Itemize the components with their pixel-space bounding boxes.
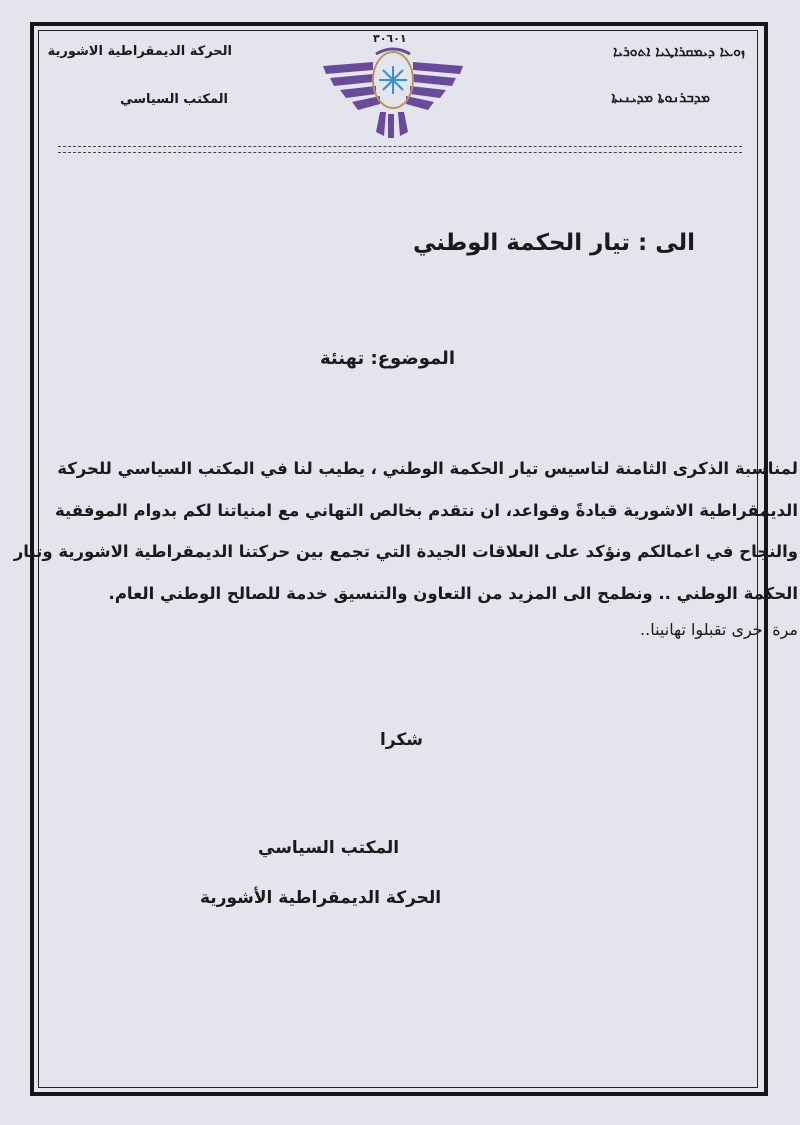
header-office-syriac: ܡܕܒܪܢܘܬܐ ܡܕܝܢܝܬܐ (611, 90, 710, 106)
letter-body (13, 448, 798, 614)
body-line: لمناسبة الذكرى الثامنة لتاسيس تيار الحكمة الوطني ، يطيب لنا في المكتب السياسي للحركة (57, 459, 798, 478)
header-org-name-arabic: الحركة الديمقراطية الاشورية (47, 44, 232, 59)
header-office-arabic: المكتب السياسي (120, 92, 228, 107)
logo-text: ٣٠٦٠١ (373, 32, 407, 45)
assyrian-winged-emblem-logo (318, 32, 468, 140)
header-divider (58, 146, 742, 153)
thanks-text: شكرا (380, 730, 424, 750)
body-line: الحكمة الوطني .. ونطمح الى المزيد من التعاون والتنسيق خدمة للصالح الوطني العام. (108, 583, 798, 603)
recipient-line: الى : تيار الحكمة الوطني (412, 230, 695, 256)
closing-line: مرة اخرى تقبلوا تهانينا.. (640, 620, 798, 639)
subject-line: الموضوع: تهنئة (320, 348, 455, 369)
winged-sun-icon (318, 32, 468, 140)
signature-office: المكتب السياسي (258, 838, 400, 858)
body-line: والنجاح في اعمالكم ونؤكد على العلاقات الجيدة التي تجمع بين حركتنا الديمقراطية الاشورية وتيار (13, 542, 798, 561)
signature-org: الحركة الديمقراطية الأشورية (200, 888, 442, 908)
body-line: الديمقراطية الاشورية قيادةً وقواعد، ان نتقدم بخالص التهاني مع امنياتنا لكم بدوام الموفقية (55, 500, 798, 520)
header-org-name-syriac: ܙܘܥܐ ܕܝܡܩܪܐܛܝܐ ܐܬܘܪܝܐ (613, 44, 745, 60)
